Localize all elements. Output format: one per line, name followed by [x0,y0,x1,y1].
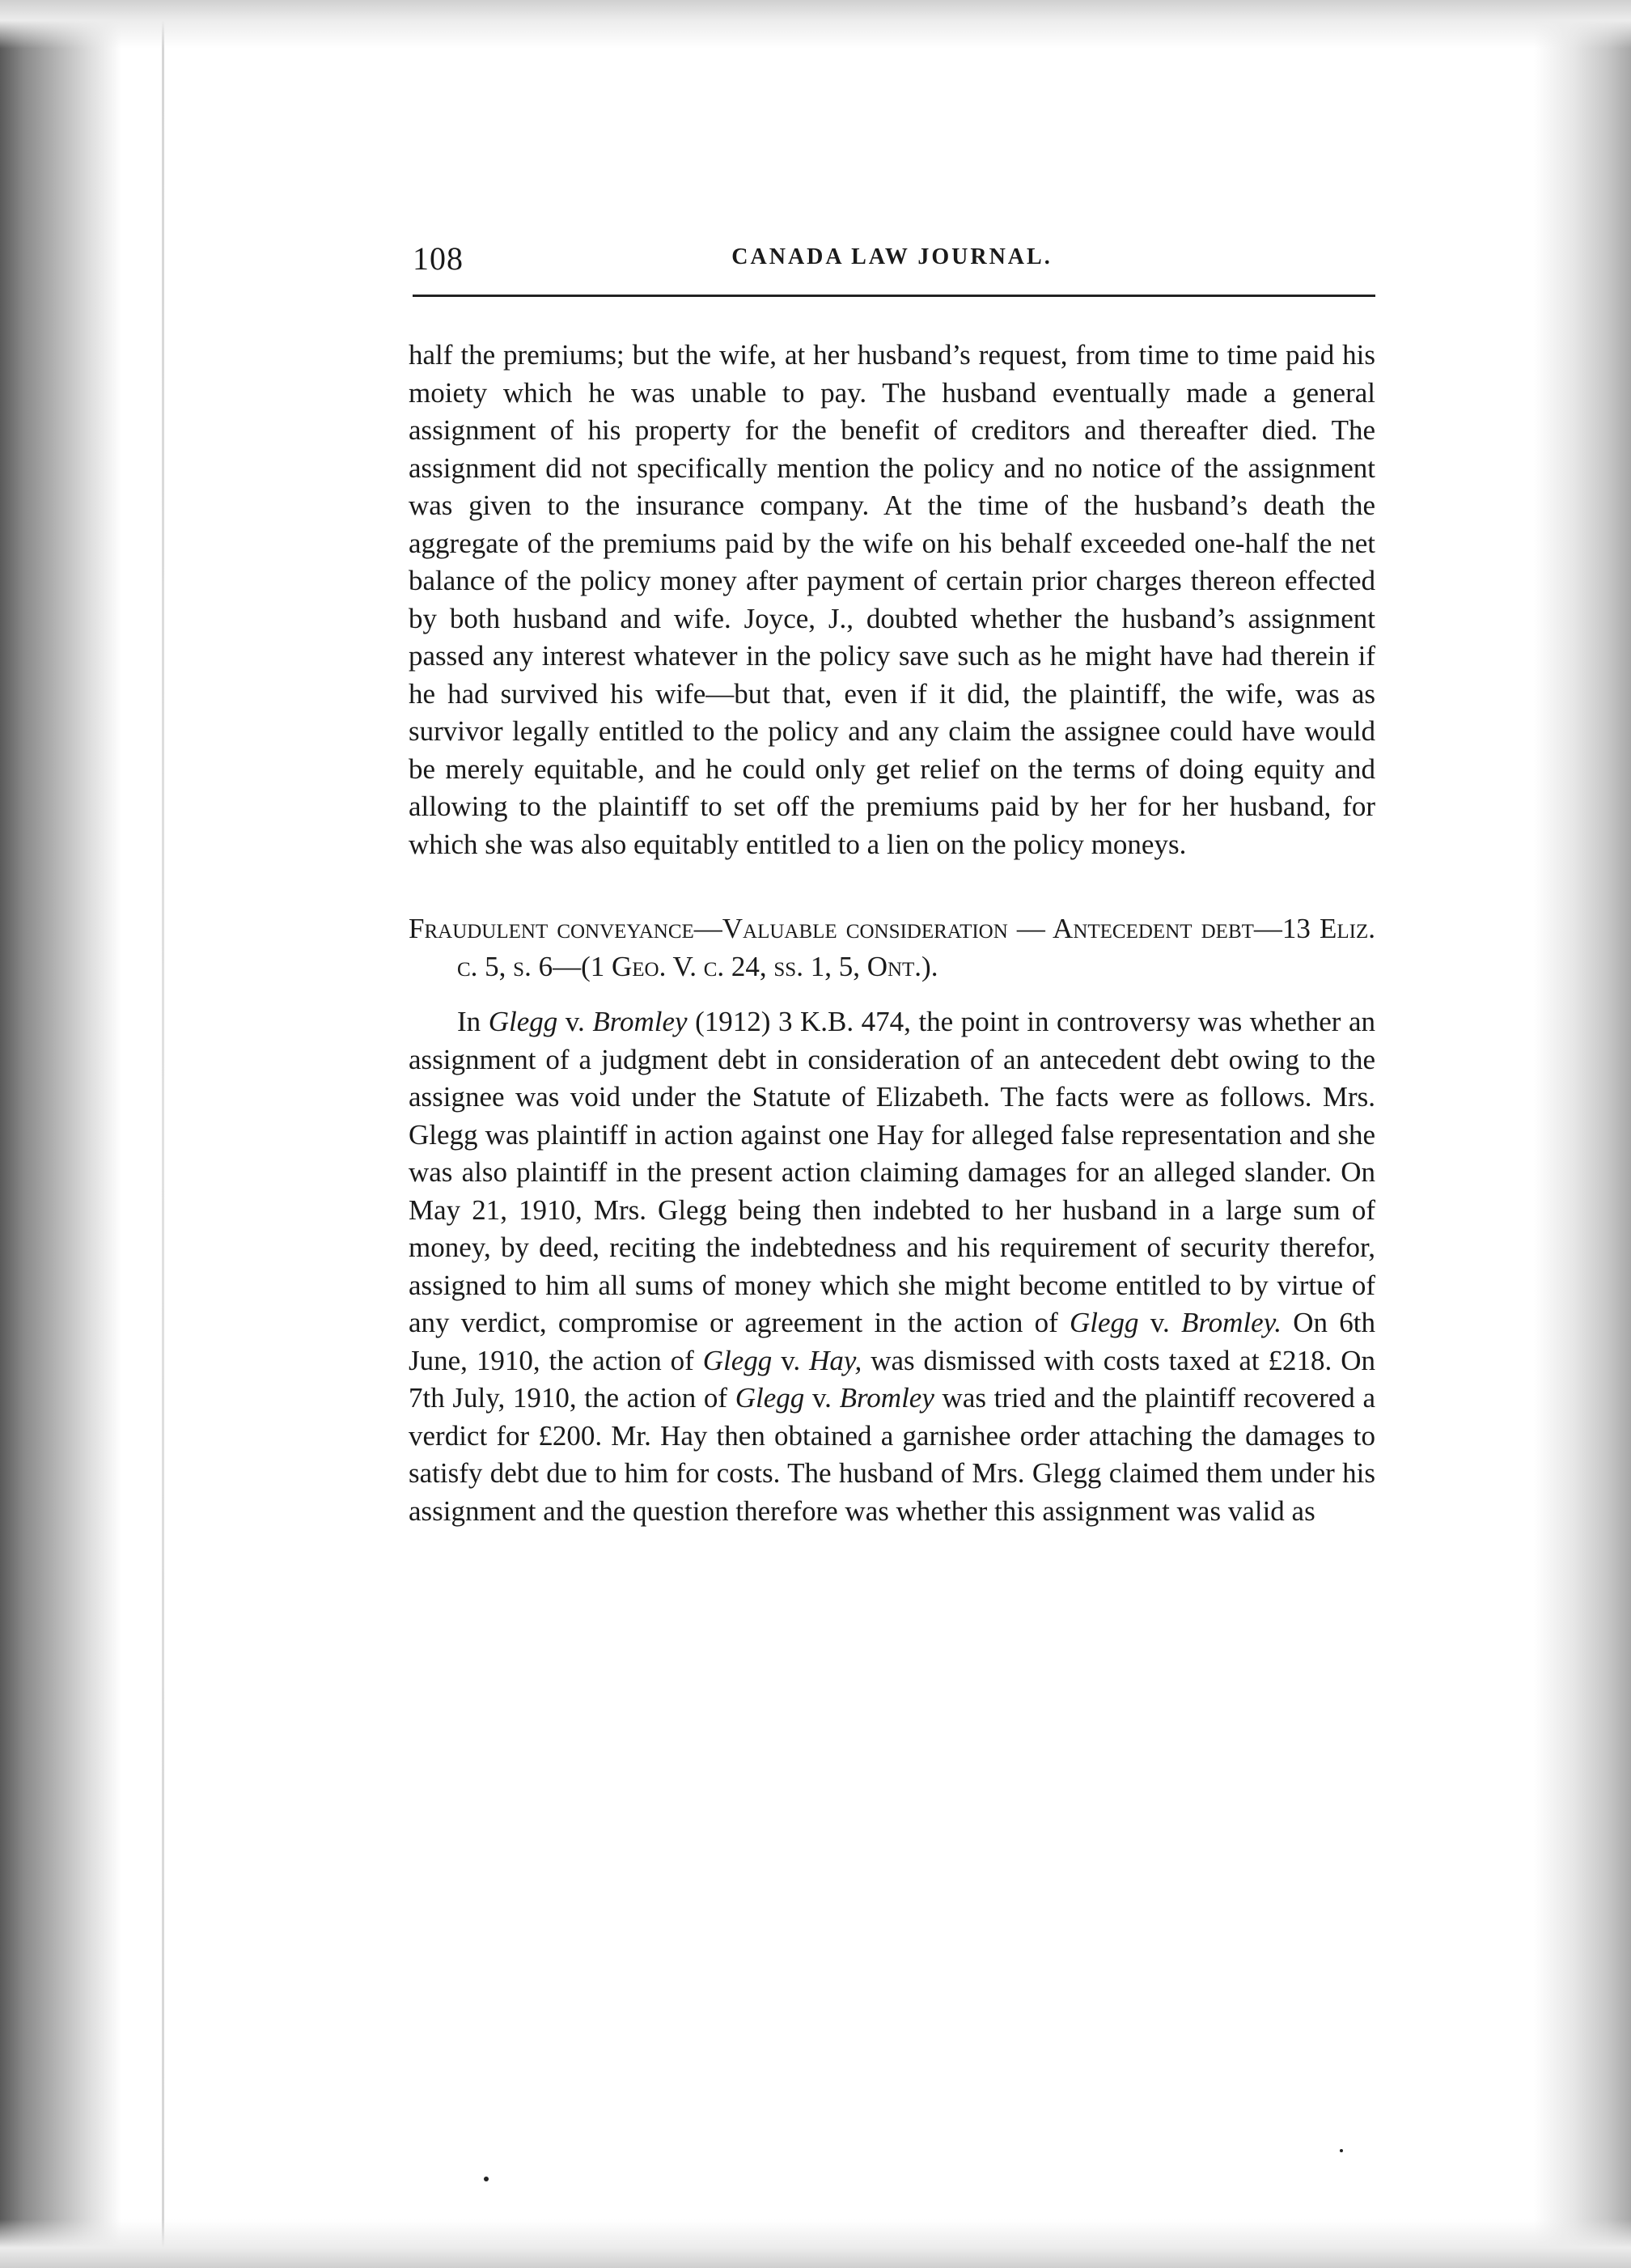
page-content [409,240,1375,1530]
case-name: Glegg [488,1006,558,1037]
case-name: Glegg [1070,1307,1139,1338]
text-run: In [457,1006,489,1037]
journal-title: CANADA LAW JOURNAL. [731,244,1053,269]
page-number: 108 [413,240,464,277]
text-run: On 6th June, 1910, the action of [409,1307,1375,1376]
scan-top-edge [0,0,1631,49]
text-run: v. [557,1006,593,1037]
header-rule [413,295,1375,297]
section-heading: Fraudulent conveyance—Valuable consideration — Antecedent debt—13 Eliz. c. 5, s. 6—(1 Geo. V. c. 24, ss. 1, 5, Ont.). [409,913,1375,982]
scan-speck [1340,2149,1343,2152]
running-head [409,240,1375,288]
body-paragraph-1: half the premiums; but the wife, at her husband’s request, from time to time paid his moiety which he was unable to pay. The husband eventually made a general assignment of his property for the benefit of creditors and thereafter died. The assignment did not specifically mention the policy and no notice of the assignment was given to the insurance company. At the time of the husband’s death the aggregate of the premiums paid by the wife on his behalf exceeded one-half the net balance of the policy money after payment of certain prior charges thereon effected by both husband and wife. Joyce, J., doubted whether the husband’s assignment passed any interest whatever in the policy save such as he might have had therein if he had survived his wife—but that, even if it did, the plaintiff, the wife, was as survivor legally entitled to the policy and any claim the assignee could have would be merely equitable, and he could only get relief on the terms of doing equity and allowing to the plaintiff to set off the premiums paid by her for her husband, for which she was also equitably entitled to a lien on the policy moneys. [409,339,1375,860]
case-name: Hay, [809,1344,862,1376]
case-name: Bromley. [1180,1307,1282,1338]
scan-spine-line [162,0,164,2268]
text-run: was dismissed with costs taxed at £218. On 7th July, 1910, the action of [409,1344,1375,1414]
case-name: Bromley [839,1382,934,1414]
text-run: v. [1138,1307,1181,1338]
text-run: v. [772,1344,810,1376]
scan-right-edge [1534,0,1631,2268]
case-name: Glegg [702,1344,773,1376]
case-name: Bromley [592,1006,688,1037]
scan-speck [484,2177,489,2181]
text-run: was tried and the plaintiff recovered a verdict for £200. Mr. Hay then obtained a garnishee order attaching the damages to satisfy debt due to him for costs. The husband of Mrs. Glegg claimed them under his assignment and the question therefore was whether this assignment was valid as [409,1382,1375,1527]
scan-spine-shadow [0,0,121,2268]
text-run: v. [804,1382,840,1414]
body-paragraph-2 [409,1003,1375,1530]
case-name: Glegg [735,1382,805,1414]
text-run: (1912) 3 K.B. 474, the point in controversy was whether an assignment of a judgment debt in consideration of an antecedent debt owing to the assignee was void under the Statute of Elizabeth. The facts were as follows. Mrs. Glegg was plaintiff in action against one Hay for alleged false representation and she was also plaintiff in the present action claiming damages for an alleged slander. On May 21, 1910, Mrs. Glegg being then indebted to her husband in a large sum of money, by deed, reciting the indebtedness and his requirement of security therefor, assigned to him all sums of money which she might become entitled to by virtue of any verdict, compromise or agreement in the action of [409,1006,1376,1338]
scan-bottom-edge [0,2219,1631,2268]
